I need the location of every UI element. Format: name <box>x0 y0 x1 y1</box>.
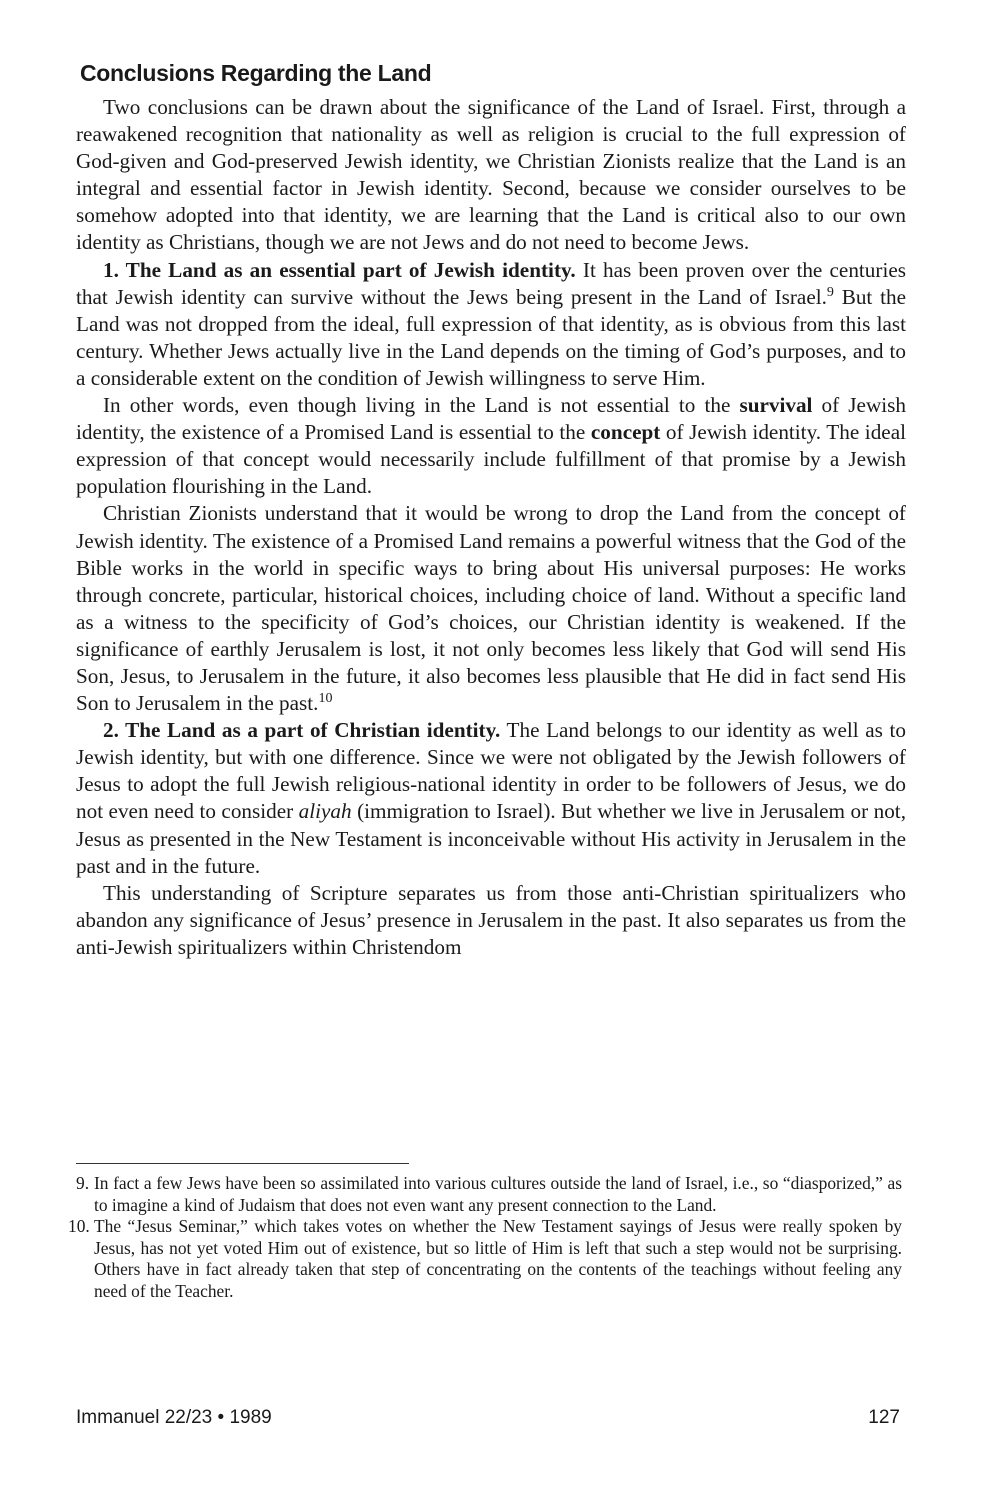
paragraph-jewish-identity <box>76 257 906 392</box>
page-number: 127 <box>868 1407 900 1428</box>
footnote-ref-10[interactable]: 10 <box>318 691 333 707</box>
footnote-text: In fact a few Jews have been so assimilated into various cultures outside the land of Israel, i.e., so “diasporized,” as to imagine a kind of Judaism that does not even want any present connection to the Land. <box>94 1173 902 1215</box>
paragraph-scripture: This understanding of Scripture separates us from those anti-Christian spiritualizers who abandon any significance of Jesus’ presence in Jerusalem in the past. It also separates us from the anti-Jewish spiritualizers within Christendom <box>76 880 906 959</box>
footnote-text: The “Jesus Seminar,” which takes votes on whether the New Testament sayings of Jesus were really spoken by Jesus, has not yet voted Him out of existence, but so little of Him is left that such a step would not be surprising. Others have in fact already taken that step of concentrating on the contents of the teachings without feeling any need of the Teacher. <box>94 1216 902 1301</box>
emphasis-concept: concept <box>590 420 661 445</box>
paragraph-lead-heading: 1. The Land as an essential part of Jewish identity. <box>103 257 576 282</box>
paragraph-intro: Two conclusions can be drawn about the significance of the Land of Israel. First, through a reawakened recognition that nationality as well as religion is crucial to the full expression of God-given and God-preserved Jewish identity, we Christian Zionists realize that the Land is an integral and essential factor in Jewish identity. Second, because we consider ourselves to be somehow adopted into that identity, we are learning that the Land is critical also to our own identity as Christians, though we are not Jews and do not need to become Jews. <box>76 95 906 255</box>
page-footer <box>76 1407 900 1429</box>
paragraph-survival-concept <box>76 392 906 500</box>
footnote-number: 10. <box>68 1216 90 1236</box>
paragraph-text: of Jewish identity. The ideal expression of that concept would necessarily include fulfillment of that promise by a Jewish population flourishing in the Land. <box>76 420 906 499</box>
emphasis-aliyah: aliyah <box>298 799 352 824</box>
publication-info: Immanuel 22/23 • 1989 <box>76 1407 272 1428</box>
section-heading: Conclusions Regarding the Land <box>80 60 432 86</box>
footnote-9 <box>76 1173 902 1216</box>
paragraph-text: The Land belongs to our identity as well as to Jewish identity, but with one difference. Since we were not obligated by the Jewish followers of Jesus to adopt the full Jewish religious-national identity in order to be followers of Jesus, we do not even need to consider <box>76 718 906 824</box>
paragraph-text: But the Land was not dropped from the ideal, full expression of that identity, as is obvious from this last century. Whether Jews actually live in the Land depends on the timing of God’s purposes, and to a considerable extent on the condition of Jewish willingness to serve Him. <box>76 284 906 390</box>
footnote-ref-9[interactable]: 9 <box>826 284 834 300</box>
emphasis-survival: survival <box>739 393 813 418</box>
paragraph-text: In other words, even though living in the Land is not essential to the <box>103 393 740 418</box>
footnote-10 <box>68 1216 902 1302</box>
paragraph-christian-zionists <box>76 500 906 717</box>
footnote-divider <box>76 1163 409 1164</box>
footnote-number: 9. <box>76 1173 90 1193</box>
paragraph-text: It has been proven over the centuries that Jewish identity can survive without the Jews being present in the Land of Israel. <box>76 257 906 309</box>
paragraph-christian-identity <box>76 717 906 880</box>
paragraph-text: Christian Zionists understand that it would be wrong to drop the Land from the concept of Jewish identity. The existence of a Promised Land remains a powerful witness that the God of the Bible works in the world in specific ways to bring about His universal purposes: He works through concrete, particular, historical choices, including choice of land. Without a specific land as a witness to the specificity of God’s choices, our Christian identity is weakened. If the significance of earthly Jerusalem is lost, it not only becomes less likely that God will send His Son, Jesus, to Jerusalem in the future, it also becomes less plausible that He did in fact send His Son to Jerusalem in the past. <box>76 501 906 716</box>
footnotes <box>68 1173 902 1302</box>
body-text <box>76 94 906 961</box>
paragraph-text: of Jewish identity, the existence of a Promised Land is essential to the <box>76 393 906 445</box>
paragraph-lead-heading: 2. The Land as a part of Christian identity. <box>103 718 501 743</box>
page-content <box>76 58 906 961</box>
paragraph-text: (immigration to Israel). But whether we live in Jerusalem or not, Jesus as presented in the New Testament is inconceivable without His activity in Jerusalem in the past and in the future. <box>76 799 906 878</box>
